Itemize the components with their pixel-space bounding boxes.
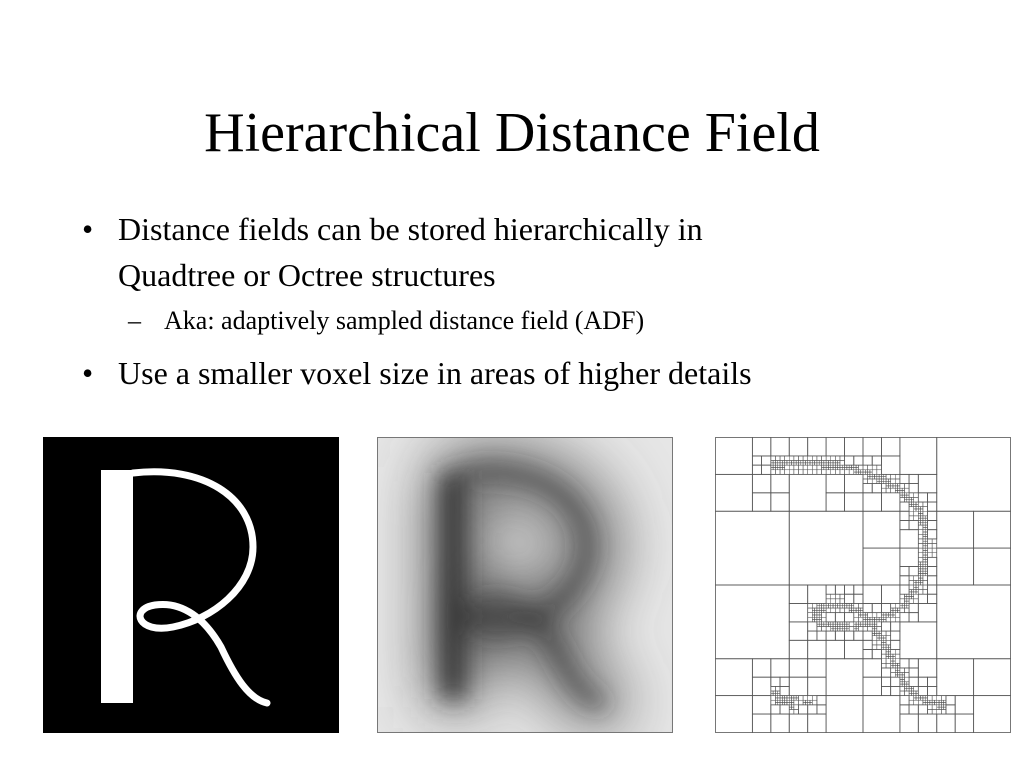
binary-letter-figure [43,437,339,733]
bullet-marker: • [82,211,94,247]
bullet-marker: • [82,355,94,391]
slide-title: Hierarchical Distance Field [204,102,820,164]
sub-bullet-marker: – [128,306,141,335]
bullet-item [82,206,962,298]
sub-bullet-item [82,304,962,338]
bullet-text-line: Distance fields can be stored hierarchically in [118,211,703,247]
letter-stem [101,470,133,703]
bullet-list [82,206,962,402]
distance-field-figure [377,437,673,733]
bullet-item [82,350,962,396]
figure-background [43,437,339,733]
sub-bullet-text: Aka: adaptively sampled distance field (ADF) [164,306,645,335]
bullet-text-line: Quadtree or Octree structures [118,257,496,293]
quadtree-figure [715,437,1011,733]
bullet-text: Use a smaller voxel size in areas of higher details [118,355,752,391]
